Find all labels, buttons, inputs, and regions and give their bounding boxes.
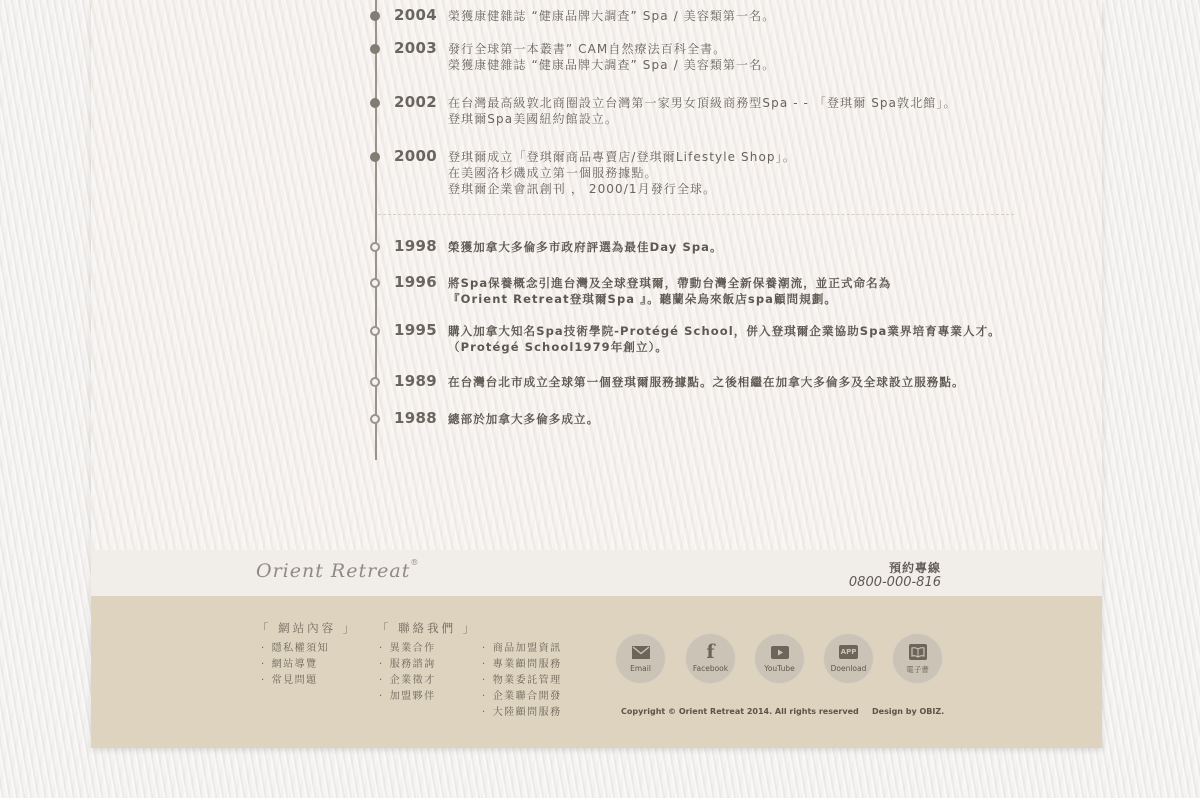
timeline-description bbox=[448, 95, 957, 127]
site-content-links bbox=[261, 641, 329, 689]
social-facebook-button[interactable] bbox=[685, 633, 736, 684]
footer-link-privacy[interactable]: · 隱私權須知 bbox=[261, 641, 329, 657]
timeline-year: 1995 bbox=[394, 321, 437, 339]
timeline-line: 榮獲康健雜誌 “健康品牌大調查” Spa / 美容類第一名。 bbox=[448, 58, 776, 72]
timeline-year: 1988 bbox=[394, 409, 437, 427]
footer-link-product-franchise[interactable]: · 商品加盟資訊 bbox=[482, 641, 562, 657]
design-credit[interactable]: Design by OBIZ. bbox=[872, 707, 945, 716]
timeline-year: 2000 bbox=[394, 147, 437, 165]
site-footer bbox=[91, 596, 1102, 748]
timeline-line: 榮獲加拿大多倫多市政府評選為最佳Day Spa。 bbox=[448, 240, 723, 254]
footer-link-franchise[interactable]: · 加盟夥伴 bbox=[379, 689, 436, 705]
contact-links-a bbox=[379, 641, 436, 705]
timeline-year: 2004 bbox=[394, 6, 437, 24]
app-icon bbox=[823, 643, 874, 661]
social-app-download-button[interactable] bbox=[823, 633, 874, 684]
timeline-year: 2003 bbox=[394, 39, 437, 57]
play-icon bbox=[754, 643, 805, 661]
timeline-line: （Protégé School1979年創立）。 bbox=[448, 340, 669, 354]
social-label: Facebook bbox=[692, 664, 729, 673]
timeline-year: 1998 bbox=[394, 237, 437, 255]
envelope-icon bbox=[615, 643, 666, 661]
social-label: Doenload bbox=[830, 664, 867, 673]
social-label: YouTube bbox=[764, 664, 795, 673]
footer-link-china-consulting[interactable]: · 大陸顧問服務 bbox=[482, 705, 562, 721]
timeline-dot bbox=[370, 414, 380, 424]
footer-link-faq[interactable]: · 常見問題 bbox=[261, 673, 329, 689]
timeline-divider bbox=[378, 214, 1014, 215]
timeline-line: 發行全球第一本叢書” CAM自然療法百科全書。 bbox=[448, 42, 727, 56]
timeline-description bbox=[448, 275, 891, 307]
footer-link-service-inquiry[interactable]: · 服務諮詢 bbox=[379, 657, 436, 673]
book-icon bbox=[892, 643, 943, 661]
footer-link-partnership[interactable]: · 異業合作 bbox=[379, 641, 436, 657]
timeline-dot bbox=[370, 377, 380, 387]
footer-brand-bar bbox=[91, 550, 1102, 596]
timeline-line: 『Orient Retreat登琪爾Spa 』。聽蘭朵烏來飯店spa顧問規劃。 bbox=[448, 292, 838, 306]
contact-links-b bbox=[482, 641, 562, 721]
timeline-description bbox=[448, 41, 775, 73]
footer-link-sitemap[interactable]: · 網站導覽 bbox=[261, 657, 329, 673]
timeline-description bbox=[448, 323, 1001, 355]
timeline-dot bbox=[370, 242, 380, 252]
timeline-description bbox=[448, 149, 796, 197]
social-label: Email bbox=[630, 664, 651, 673]
timeline-dot bbox=[370, 98, 380, 108]
brand-logo-text: Orient Retreat bbox=[256, 560, 411, 582]
timeline-year: 1989 bbox=[394, 372, 437, 390]
timeline-dot bbox=[370, 44, 380, 54]
timeline-line: 總部於加拿大多倫多成立。 bbox=[448, 412, 600, 426]
registered-mark: ® bbox=[410, 558, 420, 567]
timeline-year: 1996 bbox=[394, 273, 437, 291]
footer-link-property[interactable]: · 物業委託管理 bbox=[482, 673, 562, 689]
social-ebook-button[interactable] bbox=[892, 633, 943, 684]
copyright-text: Copyright © Orient Retreat 2014. All rights reserved bbox=[621, 707, 859, 716]
social-email-button[interactable] bbox=[615, 633, 666, 684]
timeline-line: 在台灣最高級敦北商圈設立台灣第一家男女頂級商務型Spa - - 「登琪爾 Spa敦北館」。 bbox=[448, 96, 957, 110]
timeline-dot bbox=[370, 278, 380, 288]
hotline-label: 預約專線 bbox=[888, 561, 941, 575]
footer-link-careers[interactable]: · 企業徵才 bbox=[379, 673, 436, 689]
timeline-description bbox=[448, 374, 965, 390]
timeline-line: 登琪爾Spa美國紐約館設立。 bbox=[448, 112, 618, 126]
social-label: 電子書 bbox=[906, 665, 929, 674]
facebook-icon: f bbox=[706, 641, 715, 663]
social-youtube-button[interactable] bbox=[754, 633, 805, 684]
contact-title: 「 聯絡我們 」 bbox=[377, 621, 478, 635]
timeline-line: 登琪爾成立「登琪爾商品專賣店/登琪爾Lifestyle Shop」。 bbox=[448, 150, 796, 164]
timeline-line: 購入加拿大知名Spa技術學院-Protégé School，併入登琪爾企業協助Spa業界培育專業人才。 bbox=[448, 324, 1001, 338]
timeline-description bbox=[448, 411, 599, 427]
timeline-description bbox=[448, 8, 775, 24]
site-content-title: 「 網站內容 」 bbox=[257, 621, 358, 635]
timeline-line: 榮獲康健雜誌 “健康品牌大調查” Spa / 美容類第一名。 bbox=[448, 9, 776, 23]
timeline-axis bbox=[375, 0, 377, 460]
timeline-year: 2002 bbox=[394, 93, 437, 111]
timeline-line: 在美國洛杉磯成立第一個服務據點。 bbox=[448, 166, 658, 180]
hotline-number[interactable]: 0800-000-816 bbox=[848, 575, 941, 590]
timeline-dot bbox=[370, 152, 380, 162]
timeline-line: 將Spa保養概念引進台灣及全球登琪爾，帶動台灣全新保養潮流，並正式命名為 bbox=[448, 276, 892, 290]
app-icon-text: APP bbox=[839, 645, 859, 659]
timeline-dot bbox=[370, 11, 380, 21]
footer-link-consulting[interactable]: · 專業顧問服務 bbox=[482, 657, 562, 673]
timeline-line: 在台灣台北市成立全球第一個登琪爾服務據點。之後相繼在加拿大多倫多及全球設立服務點。 bbox=[448, 375, 965, 389]
timeline-description bbox=[448, 239, 723, 255]
brand-logo[interactable] bbox=[256, 560, 419, 582]
timeline-line: 登琪爾企業會訊創刊 ， 2000/1月發行全球。 bbox=[448, 182, 717, 196]
timeline-dot bbox=[370, 326, 380, 336]
footer-link-joint-dev[interactable]: · 企業聯合開發 bbox=[482, 689, 562, 705]
